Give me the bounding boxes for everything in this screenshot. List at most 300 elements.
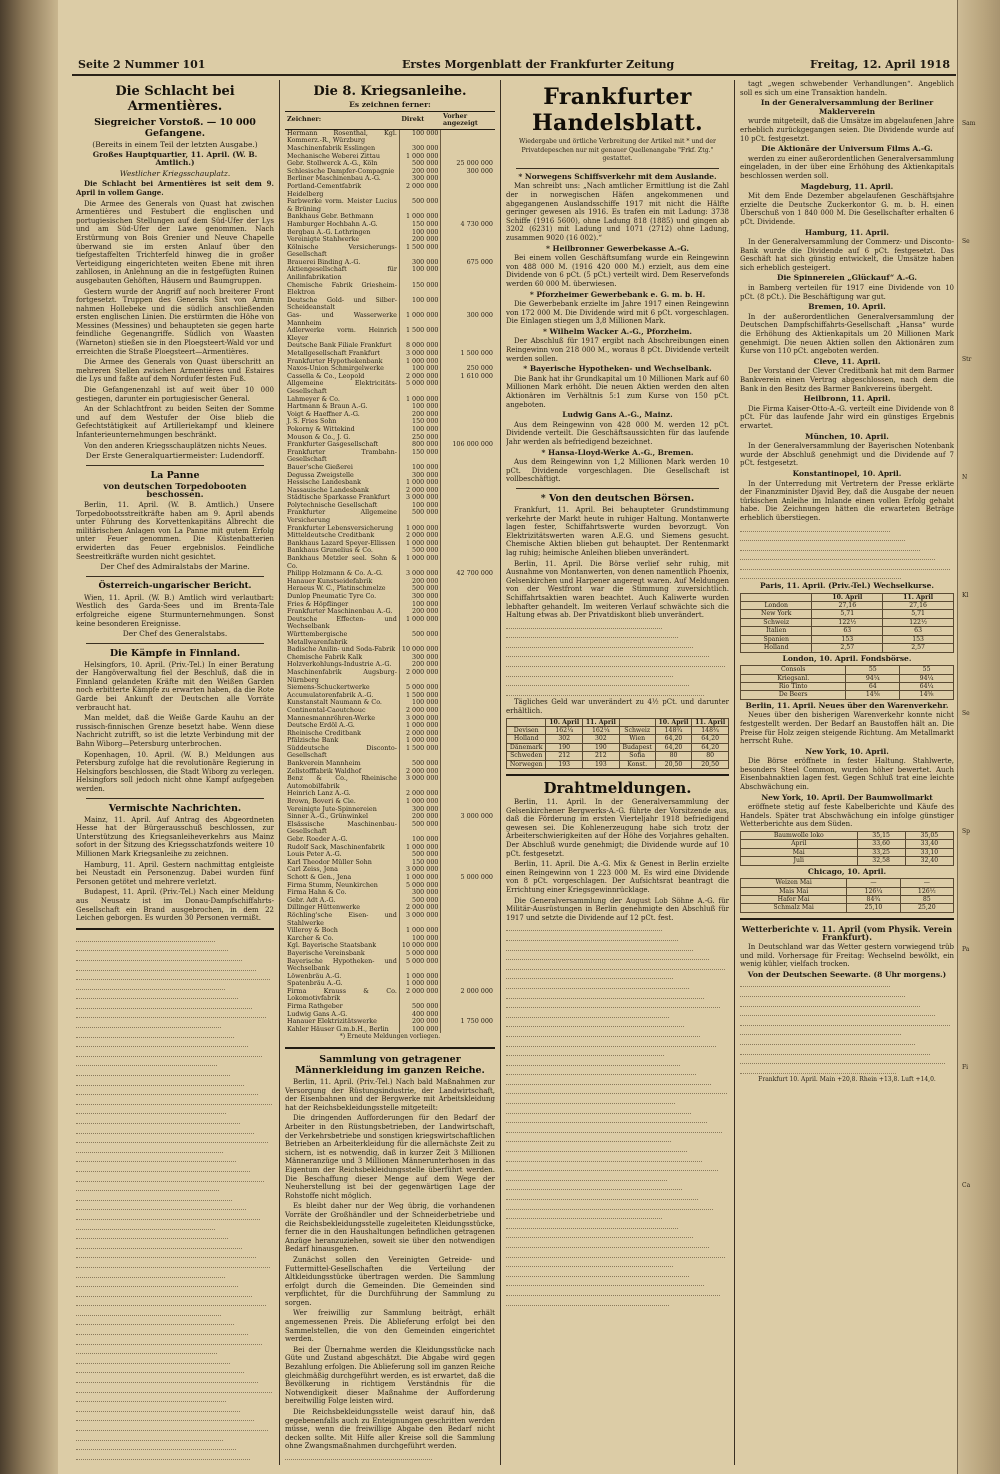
note: (Bereits in einem Teil der letzten Ausgabe.) — [92, 140, 258, 149]
paragraph: Die Reichsbekleidungsstelle weist darauf hin, daß gegebenenfalls auch zu Enteignungen geschritten werden müsse, wenn die freiwillige Abgabe den Bedarf nicht decken sollte. Mit Hilfe aller Kreise soll die Sammlung ohne Zwangsmaßnahmen durchgeführt werden. — [285, 1408, 495, 1451]
table-row — [285, 129, 495, 145]
paragraph: Berlin, 11. April. Die Börse verlief sehr ruhig, mit Ausnahme von Montanwerten, von denen namentlich Phoenix, Gelsenkirchen und Harpener angeregt waren. Auf Meldungen von der Westfront war die Stimmung zuversichtlich. Schiffahrtsaktien waren beachtet. Auch Kaliwerte wurden lebhafter gehandelt. Im weiteren Verlauf schwächte sich die Haltung etwas ab. Der Privatdiskont blieb unverändert. — [506, 559, 729, 620]
illegible-text-line — [506, 1183, 682, 1190]
table-row — [741, 674, 954, 682]
item-heading: * Bayerische Hypotheken- und Wechselbank. — [523, 364, 712, 374]
amount-cell: 5 000 000 — [399, 958, 441, 973]
illegible-text-line — [76, 1107, 226, 1114]
subscriber-name: Portland-Cementfabrik Heidelberg — [287, 181, 362, 198]
amount-cell: 300 000 — [399, 145, 441, 153]
table-cell: Consols — [741, 666, 846, 674]
amount-cell: 1 000 000 — [399, 525, 441, 533]
amount-cell — [441, 479, 495, 487]
table-cell: 20,50 — [692, 760, 729, 768]
amount-cell: 200 000 — [399, 411, 441, 419]
amount-cell — [441, 509, 495, 524]
illegible-text-line — [506, 1126, 722, 1133]
item-heading: Hamburg, 11. April. — [805, 227, 889, 237]
subscriber-name: Gebr. Adt A.-G. — [287, 895, 336, 904]
illegible-text-line — [506, 1011, 669, 1018]
amount-cell: 2 000 000 — [399, 904, 441, 912]
table-row — [741, 682, 954, 690]
amount-cell — [441, 403, 495, 411]
subscriber-name: Degussa Zweigstelle — [287, 470, 354, 479]
subscriber-name: Kunstanstalt Naumann & Co. — [287, 698, 382, 707]
item-heading: * Pforzheimer Gewerbebank e. G. m. b. H. — [529, 289, 706, 299]
amount-cell — [441, 616, 495, 631]
table-cell: 80 — [655, 752, 692, 760]
subscriber-name: Chemische Fabrik Kalk — [287, 652, 363, 661]
subscriber-name: Bergbau A.-G. Lothringen — [287, 227, 371, 236]
subscriber-name: Bankhaus Gebr. Bethmann — [287, 212, 374, 221]
amount-cell — [441, 449, 495, 464]
table-row — [285, 244, 495, 259]
column-header: 10. April — [546, 718, 583, 726]
illegible-text-line — [76, 1031, 234, 1038]
table-row — [285, 669, 495, 684]
column-header: 11. April — [583, 718, 620, 726]
subscriber-name: Mouson & Co., J. G. — [287, 432, 351, 441]
illegible-text-line — [76, 1242, 242, 1249]
amount-cell — [441, 426, 495, 434]
amount-cell: 1 000 000 — [399, 358, 441, 366]
subscriber-name: Deutsche Erdöl A.-G. — [287, 721, 355, 730]
subscriber-name: Maschinenfabrik Esslingen — [287, 143, 376, 152]
table-cell: Spanien — [741, 635, 812, 643]
feuilleton-filler — [76, 935, 274, 1460]
table-cell: 35,15 — [857, 832, 905, 840]
illegible-text-line — [506, 1299, 669, 1306]
headline-clothing: Sammlung von getragener Männerkleidung im ganzen Reiche. — [295, 1054, 485, 1077]
subscriber-name: Frankfurter Trambahn-Gesellschaft — [287, 447, 397, 464]
subscriber-name: Hanauer Kunstseidefabrik — [287, 576, 373, 585]
amount-cell: 500 000 — [399, 160, 441, 168]
column-header: Vorher angezeigt — [441, 111, 495, 129]
paragraph: Zunächst sollen den Vereinigten Getreide- und Futtermittel-Gesellschaften die Verteilung der Altkleidungsstücke übertragen werden. Die Sammlung erfolgt durch die Gemeinden. Die Gemeinden sind verpflichtet, für die Durchführung der Sammlung zu sorgen. — [285, 1255, 495, 1307]
adjacent-page-fragment — [958, 0, 1000, 1474]
table-row — [507, 743, 729, 751]
amount-cell: 3 000 000 — [399, 912, 441, 927]
table-row — [285, 912, 495, 927]
paragraph: Die Bank hat ihr Grundkapital um 10 Millionen Mark auf 60 Millionen Mark erhöht. Die neuen Aktien werden den alten Aktionären im Verhältnis 5:1 zum Kurse von 150 pCt. angeboten. — [506, 374, 729, 409]
amount-cell: 1 000 000 — [399, 722, 441, 730]
column-header: 10. April — [655, 718, 692, 726]
amount-cell — [441, 692, 495, 700]
illegible-text-line — [76, 1318, 234, 1325]
column-header — [507, 718, 546, 726]
issue-date: Freitag, 12. April 1918 — [810, 58, 950, 71]
amount-cell — [441, 844, 495, 852]
amount-cell — [441, 601, 495, 609]
table-cell: Norwegen — [507, 760, 546, 768]
illegible-text-line — [76, 1040, 248, 1047]
amount-cell — [441, 547, 495, 555]
illegible-text-line — [506, 1068, 696, 1075]
amount-cell: 300 000 — [399, 175, 441, 183]
amount-cell: 1 000 000 — [399, 798, 441, 806]
amount-cell — [441, 1026, 495, 1034]
illegible-text-line — [76, 1021, 221, 1028]
illegible-text-line — [76, 1251, 256, 1258]
illegible-text-line — [506, 1049, 664, 1056]
table-cell: 193 — [546, 760, 583, 768]
amount-cell: 300 000 — [399, 889, 441, 897]
subscriber-name: Kgl. Bayerische Staatsbank — [287, 941, 377, 950]
item-heading: Heilbronn, 11. April. — [803, 394, 891, 404]
column-header: Direkt — [399, 111, 441, 129]
paragraph: Die Generalversammlung der August Lob Söhne A.-G. für Militär-Ausrüstungen in Berlin genehmigte den Abschluß für 1917 und setzte die Dividende auf 12 pCt. fest. — [506, 896, 729, 922]
paragraph: In der Generalversammlung der Bayerischen Notenbank wurde der Abschluß genehmigt und die Dividende auf 7 pCt. festgesetzt. — [740, 442, 954, 468]
amount-cell: 1 000 000 — [399, 396, 441, 404]
amount-cell: 2 000 000 — [399, 768, 441, 776]
amount-cell — [441, 707, 495, 715]
illegible-text-line — [506, 1260, 673, 1267]
amount-cell: 2 000 000 — [399, 373, 441, 381]
paragraph: Bei der Übernahme werden die Kleidungsstücke nach Güte und Zustand abgeschätzt. Die Abgabe wird gegen Bezahlung erfolgen. Die Ablieferung soll im ganzen Reiche gleichmäßig durchgeführt werden, es ist erwartet, daß die Bevölkerung in richtigem Verständnis für die Notwendigkeit dieser Maßnahme der Aufforderung bereitwillig Folge leisten wird. — [285, 1345, 495, 1406]
illegible-text-line — [506, 1289, 720, 1296]
illegible-text-line — [506, 1135, 671, 1142]
column-rule — [500, 80, 501, 1465]
text-filler — [506, 924, 729, 1305]
table-row — [507, 752, 729, 760]
illegible-text-line — [506, 1164, 718, 1171]
table-row — [285, 988, 495, 1003]
subscriber-name: Villeroy & Boch — [287, 926, 338, 935]
illegible-text-line — [506, 972, 673, 979]
table-cell: 5,71 — [812, 610, 883, 618]
table-row — [285, 312, 495, 327]
amount-cell: 100 000 — [399, 699, 441, 707]
table-cell: 64,20 — [655, 735, 692, 743]
amount-cell — [441, 942, 495, 950]
subscriber-name: Firma Stumm, Neunkirchen — [287, 880, 378, 889]
paragraph: Berlin, 11. April. In der Generalversammlung der Gelsenkirchener Bergwerks-A.-G. führte der Vorsitzende aus, daß die Förderung im ersten Vierteljahr 1918 befriedigend gewesen sei. Die Kohlenerzeugung habe sich trotz der Arbeiterschwierigkeiten auf der Höhe des Vorjahres gehalten. Der Abschluß wurde genehmigt; die Dividende wurde auf 10 pCt. festgesetzt. — [506, 798, 729, 858]
table-cell: 14⅝ — [846, 691, 900, 699]
table-row — [741, 896, 954, 904]
amount-cell: 1 750 000 — [441, 1018, 495, 1026]
weather-table-filler — [740, 980, 954, 1073]
table-cell: 162¼ — [546, 727, 583, 735]
amount-cell — [441, 540, 495, 548]
table-cell: 2,57 — [883, 644, 954, 652]
table-cell: 5,71 — [883, 610, 954, 618]
table-cell: 85 — [900, 896, 953, 904]
paragraph: Mainz, 11. April. Auf Antrag des Abgeordneten Hesse hat der Bürgerausschuß beschlossen, zur Unterstützung des Kriegsanleiheverkehrs aus Mainz sofort in der Sitzung des Kriegsschatzfonds weitere 10 Millionen Mark Kriegsanleihe zu zeichnen. — [76, 815, 274, 858]
subscriber-name: Sinner A.-G., Grünwinkel — [287, 812, 369, 821]
amount-cell: 2 000 000 — [399, 790, 441, 798]
illegible-text-line — [76, 1184, 219, 1191]
illegible-text-line — [506, 1203, 713, 1210]
amount-cell: 200 000 — [399, 578, 441, 586]
amount-cell — [441, 411, 495, 419]
amount-cell — [441, 145, 495, 153]
illegible-text-line — [506, 1107, 691, 1114]
weather-heading: Wetterberichte v. 11. April (vom Physik. Verein Frankfurt). — [741, 923, 953, 943]
amount-cell: 1 000 000 — [399, 973, 441, 981]
subscriber-name: Württembergische Metallwarenfabrik — [287, 629, 348, 646]
amount-cell — [441, 1003, 495, 1011]
subscriber-name: Elsässische Maschinenbau-Gesellschaft — [287, 819, 397, 836]
illegible-text-line — [76, 983, 225, 990]
amount-cell: 500 000 — [399, 509, 441, 524]
table-cell: London — [741, 602, 812, 610]
table-cell: Sofia — [619, 752, 655, 760]
amount-cell — [441, 851, 495, 859]
subscriber-name: Voigt & Haeffner A.-G. — [287, 409, 360, 418]
subscriber-name: Accumulatorenfabrik A.-G. — [287, 690, 374, 699]
table-cell: 33,60 — [857, 840, 905, 848]
amount-cell: 100 000 — [399, 129, 441, 145]
amount-cell: 2 000 000 — [441, 988, 495, 1003]
column-rule — [734, 80, 735, 1465]
paragraph: Tägliches Geld war unverändert zu 4½ pCt. und darunter erhältlich. — [506, 698, 729, 716]
illegible-text-line — [506, 1270, 689, 1277]
item-heading: Cleve, 11. April. — [813, 356, 881, 366]
amount-cell — [441, 722, 495, 730]
amount-cell: 1 000 000 — [399, 980, 441, 988]
table-cell: 27,16 — [883, 602, 954, 610]
table-cell: Weizen Mai — [741, 879, 847, 887]
amount-cell: 100 000 — [399, 935, 441, 943]
table-cell: 148¾ — [655, 727, 692, 735]
table-cell: 2,57 — [812, 644, 883, 652]
item-heading: New York, 10. April. — [805, 746, 889, 756]
paragraph: Aus dem Reingewinn von 1,2 Millionen Mark werden 10 pCt. Dividende vorgeschlagen. Die Gesellschaft ist vollbeschäftigt. — [506, 458, 729, 484]
subscriber-name: Gas- und Wasserwerke Mannheim — [287, 311, 397, 327]
subscriber-name: Löwenbräu A.-G. — [287, 971, 342, 980]
paragraph: Die dringenden Aufforderungen für den Bedarf der Arbeiter in den Rüstungsbetrieben, der Landwirtschaft, der Verkehrsbetriebe und sonstigen kriegswirtschaftlichen Betrieben an Arbeiterkleidung für die allernächste Zeit zu sichern, ist es notwendig, daß in kurzer Zeit 3 Millionen Männeranzüge und 3 Millionen Männerunterhosen in das Eigentum der Reichsbekleidungsstelle überführt werden. Die Beschaffung dieser Menge auf dem Wege der Neuherstellung ist bei der gegenwärtigen Lage der Rohstoffe nicht möglich. — [285, 1114, 495, 1200]
amount-cell — [441, 760, 495, 768]
illegible-text-line — [76, 1194, 232, 1201]
paragraph: Die Armee des Generals von Quast überschritt an mehreren Stellen zwischen Armentières und Estaires die Lys und faßte auf dem Nordufer festen Fuß. — [76, 358, 274, 384]
paragraph: Wien, 11. April. (W. B.) Amtlich wird verlautbart: Westlich des Garda-Sees und im Brenta-Tale erfolgreiche eigene Sturmunternehmungen. Sonst keine besonderen Ereignisse. — [76, 593, 274, 628]
illegible-text-line — [76, 1011, 266, 1018]
amount-cell: 3 000 000 — [399, 775, 441, 790]
paragraph: Die Börse eröffnete in fester Haltung. Stahlwerte, besonders Steel Common, wurden höher bewertet. Auch Eisenbahnaktien lagen fest. Gegen Schluß trat eine leichte Abschwächung ein. — [740, 757, 954, 792]
fragment-text: Sam — [962, 120, 976, 127]
subscriber-name: Frankfurter Allgemeine Versicherung — [287, 508, 397, 525]
illegible-text-line — [740, 525, 890, 532]
table-row — [285, 958, 495, 973]
illegible-text-line — [506, 641, 693, 648]
illegible-text-line — [740, 1009, 935, 1016]
table-cell: 122½ — [812, 618, 883, 626]
illegible-text-line — [506, 1155, 702, 1162]
item-heading: London, 10. April. Fondsbörse. — [782, 653, 912, 663]
copyright-note: Wiedergabe und örtliche Verbreitung der Artikel mit * und der Privatdepeschen nur mit genauer Quellenangabe "Frkf. Ztg." gestattet. — [519, 138, 716, 163]
amount-cell — [441, 935, 495, 943]
subscriber-name: Bayerische Hypotheken- und Wechselbank — [287, 956, 397, 973]
item-heading: Ludwig Gans A.-G., Mainz. — [562, 410, 673, 420]
amount-cell: 1 000 000 — [399, 616, 441, 631]
paragraph: Man schreibt uns: „Nach amtlicher Ermittlung ist die Zahl der in norwegischen Häfen angekommenen und abgegangenen Auslandsschiffe 1917 mit nicht die Hälfte geringer gewesen als 1916. Es trafen ein mit Ladung: 3738 Schiffe (1916 5600), ohne Ladung 818 (1885) und gingen ab 3202 (6231) mit Ladung und 1071 (2712) ohne Ladung, zusammen 9020 (16 002).“ — [506, 182, 729, 242]
amount-cell: 5 000 000 — [399, 950, 441, 958]
subscriber-name: Dillinger Hüttenwerke — [287, 903, 361, 912]
table-row — [741, 840, 954, 848]
illegible-text-line — [506, 953, 709, 960]
fragment-text: N — [962, 474, 968, 481]
subscriber-name: Röchling'sche Eisen- und Stahlwerke — [287, 910, 397, 927]
amount-cell: 4 730 000 — [441, 221, 495, 229]
amount-cell — [441, 266, 495, 281]
headline-battle: Die Schlacht bei Armentières. — [115, 84, 235, 114]
amount-cell: 100 000 — [399, 403, 441, 411]
amount-cell: 200 000 — [399, 236, 441, 244]
illegible-text-line — [76, 1366, 244, 1373]
amount-cell: 200 000 — [399, 1018, 441, 1026]
paragraph: Berlin, 11. April. (Priv.-Tel.) Nach bald Maßnahmen zur Versorgung der Rüstungsindustrie, der Landwirtschaft, der Eisenbahnen und der Bergwerke mit Arbeitskleidung hat der Reichsbekleidungsstelle mitgeteilt: — [285, 1078, 495, 1112]
table-cell: 302 — [546, 735, 583, 743]
column-header — [619, 718, 655, 726]
subscriber-name: Metallgesellschaft Frankfurt — [287, 349, 380, 357]
illegible-text-line — [76, 1395, 226, 1402]
subscriber-name: Bankverein Mannheim — [287, 759, 361, 768]
table-cell: 212 — [583, 752, 620, 760]
illegible-text-line — [76, 1050, 262, 1057]
illegible-text-line — [506, 1020, 684, 1027]
headline-wire-reports: Drahtmeldungen. — [543, 779, 692, 798]
amount-cell — [441, 578, 495, 586]
illegible-text-line — [740, 1000, 920, 1007]
amount-cell: 1 000 000 — [399, 927, 441, 935]
subscriber-name: Bankhaus Metzler seel. Sohn & Co. — [287, 554, 397, 570]
table-row — [285, 631, 495, 646]
amount-cell: 2 000 000 — [399, 487, 441, 495]
amount-cell: 675 000 — [441, 259, 495, 267]
illegible-text-line — [506, 1231, 693, 1238]
amount-cell: 400 000 — [399, 1011, 441, 1019]
paragraph: werden zu einer außerordentlichen Generalversammlung eingeladen, in der über eine Erhöhung des Aktienkapitals beschlossen werden soll. — [740, 154, 954, 180]
item-heading: New York, 10. April. Der Baumwollmarkt — [761, 792, 933, 802]
headline-misc: Vermischte Nachrichten. — [108, 802, 242, 814]
fragment-text: Str — [962, 356, 972, 363]
item-heading: Berlin, 11. April. Neues über den Warenverkehr. — [745, 700, 949, 710]
table-cell: De Beers — [741, 691, 846, 699]
subscriber-name: Siemens-Schuckertwerke — [287, 683, 370, 692]
illegible-text-line — [76, 992, 238, 999]
subscriber-name: Brown, Boveri & Cie. — [287, 797, 356, 806]
subscriber-name: Hamburger Hochbahn A.-G. — [287, 219, 378, 228]
table-cell: Budapest — [619, 743, 655, 751]
subscriber-name: Berliner Maschinenbau A.-G. — [287, 174, 381, 183]
amount-cell: 3 000 000 — [399, 570, 441, 578]
subscriber-name: Farbwerke vorm. Meister Lucius & Brüning — [287, 197, 397, 213]
subscriber-name: Badische Anilin- und Soda-Fabrik — [287, 645, 396, 654]
table-cell: 64,20 — [655, 743, 692, 751]
paragraph: Die Gewerbebank erzielte im Jahre 1917 einen Reingewinn von 172 000 M. Die Dividende wird mit 6 pCt. vorgeschlagen. Die Einlagen stiegen um 3,8 Millionen Mark. — [506, 300, 729, 326]
table-cell: 33,40 — [905, 840, 953, 848]
illegible-text-line — [76, 935, 215, 942]
table-row — [285, 745, 495, 760]
illegible-text-line — [506, 631, 678, 638]
amount-cell — [441, 859, 495, 867]
paragraph: eröffnete stetig auf feste Kabelberichte und Käufe des Handels. Später trat Abschwächung ein infolge günstiger Wetterberichte aus dem Süden. — [740, 803, 954, 829]
text-filler — [506, 622, 729, 696]
amount-cell: 8 000 000 — [399, 342, 441, 350]
amount-cell — [441, 889, 495, 897]
subscriber-name: Mitteldeutsche Creditbank — [287, 531, 375, 540]
illegible-text-line — [76, 1069, 230, 1076]
illegible-text-line — [506, 1001, 720, 1008]
amount-cell: 150 000 — [399, 418, 441, 426]
illegible-text-line — [76, 1002, 252, 1009]
table-row — [741, 691, 954, 699]
table-cell: 64,20 — [692, 743, 729, 751]
amount-cell — [441, 973, 495, 981]
headline-finland: Die Kämpfe in Finnland. — [109, 647, 241, 659]
text-filler — [285, 1453, 495, 1460]
paragraph: Berlin, 11. April. Die A.-G. Mix & Genest in Berlin erzielte einen Reingewinn von 1 223 000 M. Es wird eine Dividende von 8 pCt. vorgeschlagen. Der Aufsichtsrat beantragt die Errichtung einer Kriegsgewinnrücklage. — [506, 860, 729, 894]
table-footnote: *) Erneute Meldungen vorliegen. — [339, 1033, 441, 1041]
item-heading: * Norwegens Schiffsverkehr mit dem Auslande. — [518, 171, 717, 181]
illegible-text-line — [506, 660, 725, 667]
fragment-text: Pa — [962, 946, 970, 953]
amount-cell — [441, 129, 495, 145]
subscriber-name: Benz & Co., Rheinische Automobilfabrik — [287, 774, 397, 790]
table-row — [741, 848, 954, 856]
illegible-text-line — [76, 1309, 221, 1316]
table-row — [285, 297, 495, 312]
column-header: Zeichner: — [285, 111, 399, 129]
amount-cell: 42 700 000 — [441, 570, 495, 578]
table-row — [285, 821, 495, 836]
table-cell: 35,05 — [905, 832, 953, 840]
illegible-text-line — [740, 1048, 930, 1055]
table-cell: Rio Tinto — [741, 682, 846, 690]
amount-cell: 150 000 — [399, 221, 441, 229]
amount-cell — [441, 669, 495, 684]
table-cell: Dänemark — [507, 743, 546, 751]
column-header: 11. April — [692, 718, 729, 726]
illegible-text-line — [76, 1338, 262, 1345]
illegible-text-line — [76, 1299, 266, 1306]
table-cell: 33,10 — [905, 848, 953, 856]
illegible-text-line — [506, 1059, 680, 1066]
table-cell: — — [900, 879, 953, 887]
illegible-text-line — [506, 1040, 716, 1047]
amount-cell — [441, 396, 495, 404]
amount-cell: 1 000 000 — [399, 737, 441, 745]
table-row — [507, 760, 729, 768]
table-row — [507, 735, 729, 743]
amount-cell: 3 000 000 — [399, 350, 441, 358]
amount-cell: 500 000 — [399, 821, 441, 836]
illegible-text-line — [740, 1038, 915, 1045]
illegible-text-line — [76, 1271, 225, 1278]
binding-gutter — [0, 0, 58, 1474]
dateline: Großes Hauptquartier, 11. April. (W. B. Amtlich.) — [92, 149, 258, 168]
subscriber-name: Rheinische Creditbank — [287, 728, 362, 737]
table-cell: 84¾ — [847, 896, 900, 904]
subscriber-name: Firma Hahn & Co. — [287, 888, 347, 897]
illegible-text-line — [506, 1087, 727, 1094]
illegible-text-line — [76, 1434, 223, 1441]
paragraph: Gestern wurde der Angriff auf noch breiterer Front fortgesetzt. Truppen des Generals Sixt von Armin nahmen Hollebeke und die südlich anschließenden ersten englischen Linien. Die erstürmten die Höhe von Messines (Messines) und behaupteten sie gegen harte feindliche Gegenangriffe. Südlich von Waasten (Warneton) stießen sie in den Ploegsteert-Wald vor und erreichten die Straße Ploegsteert—Armentières. — [76, 287, 274, 356]
table-cell: 148¾ — [692, 727, 729, 735]
illegible-text-line — [76, 1146, 223, 1153]
subscriber-table — [285, 111, 495, 1034]
amount-cell — [441, 882, 495, 890]
amount-cell — [441, 244, 495, 259]
table-cell: Schmalz Mai — [741, 904, 847, 912]
illegible-text-line — [76, 1079, 244, 1086]
fragment-text: Fi — [962, 1064, 969, 1071]
subscriber-name: Frankfurter Lebensversicherung — [287, 523, 394, 532]
illegible-text-line — [76, 1290, 252, 1297]
table-cell: Konst. — [619, 760, 655, 768]
table-cell: 25,20 — [900, 904, 953, 912]
amount-cell: 500 000 — [399, 631, 441, 646]
